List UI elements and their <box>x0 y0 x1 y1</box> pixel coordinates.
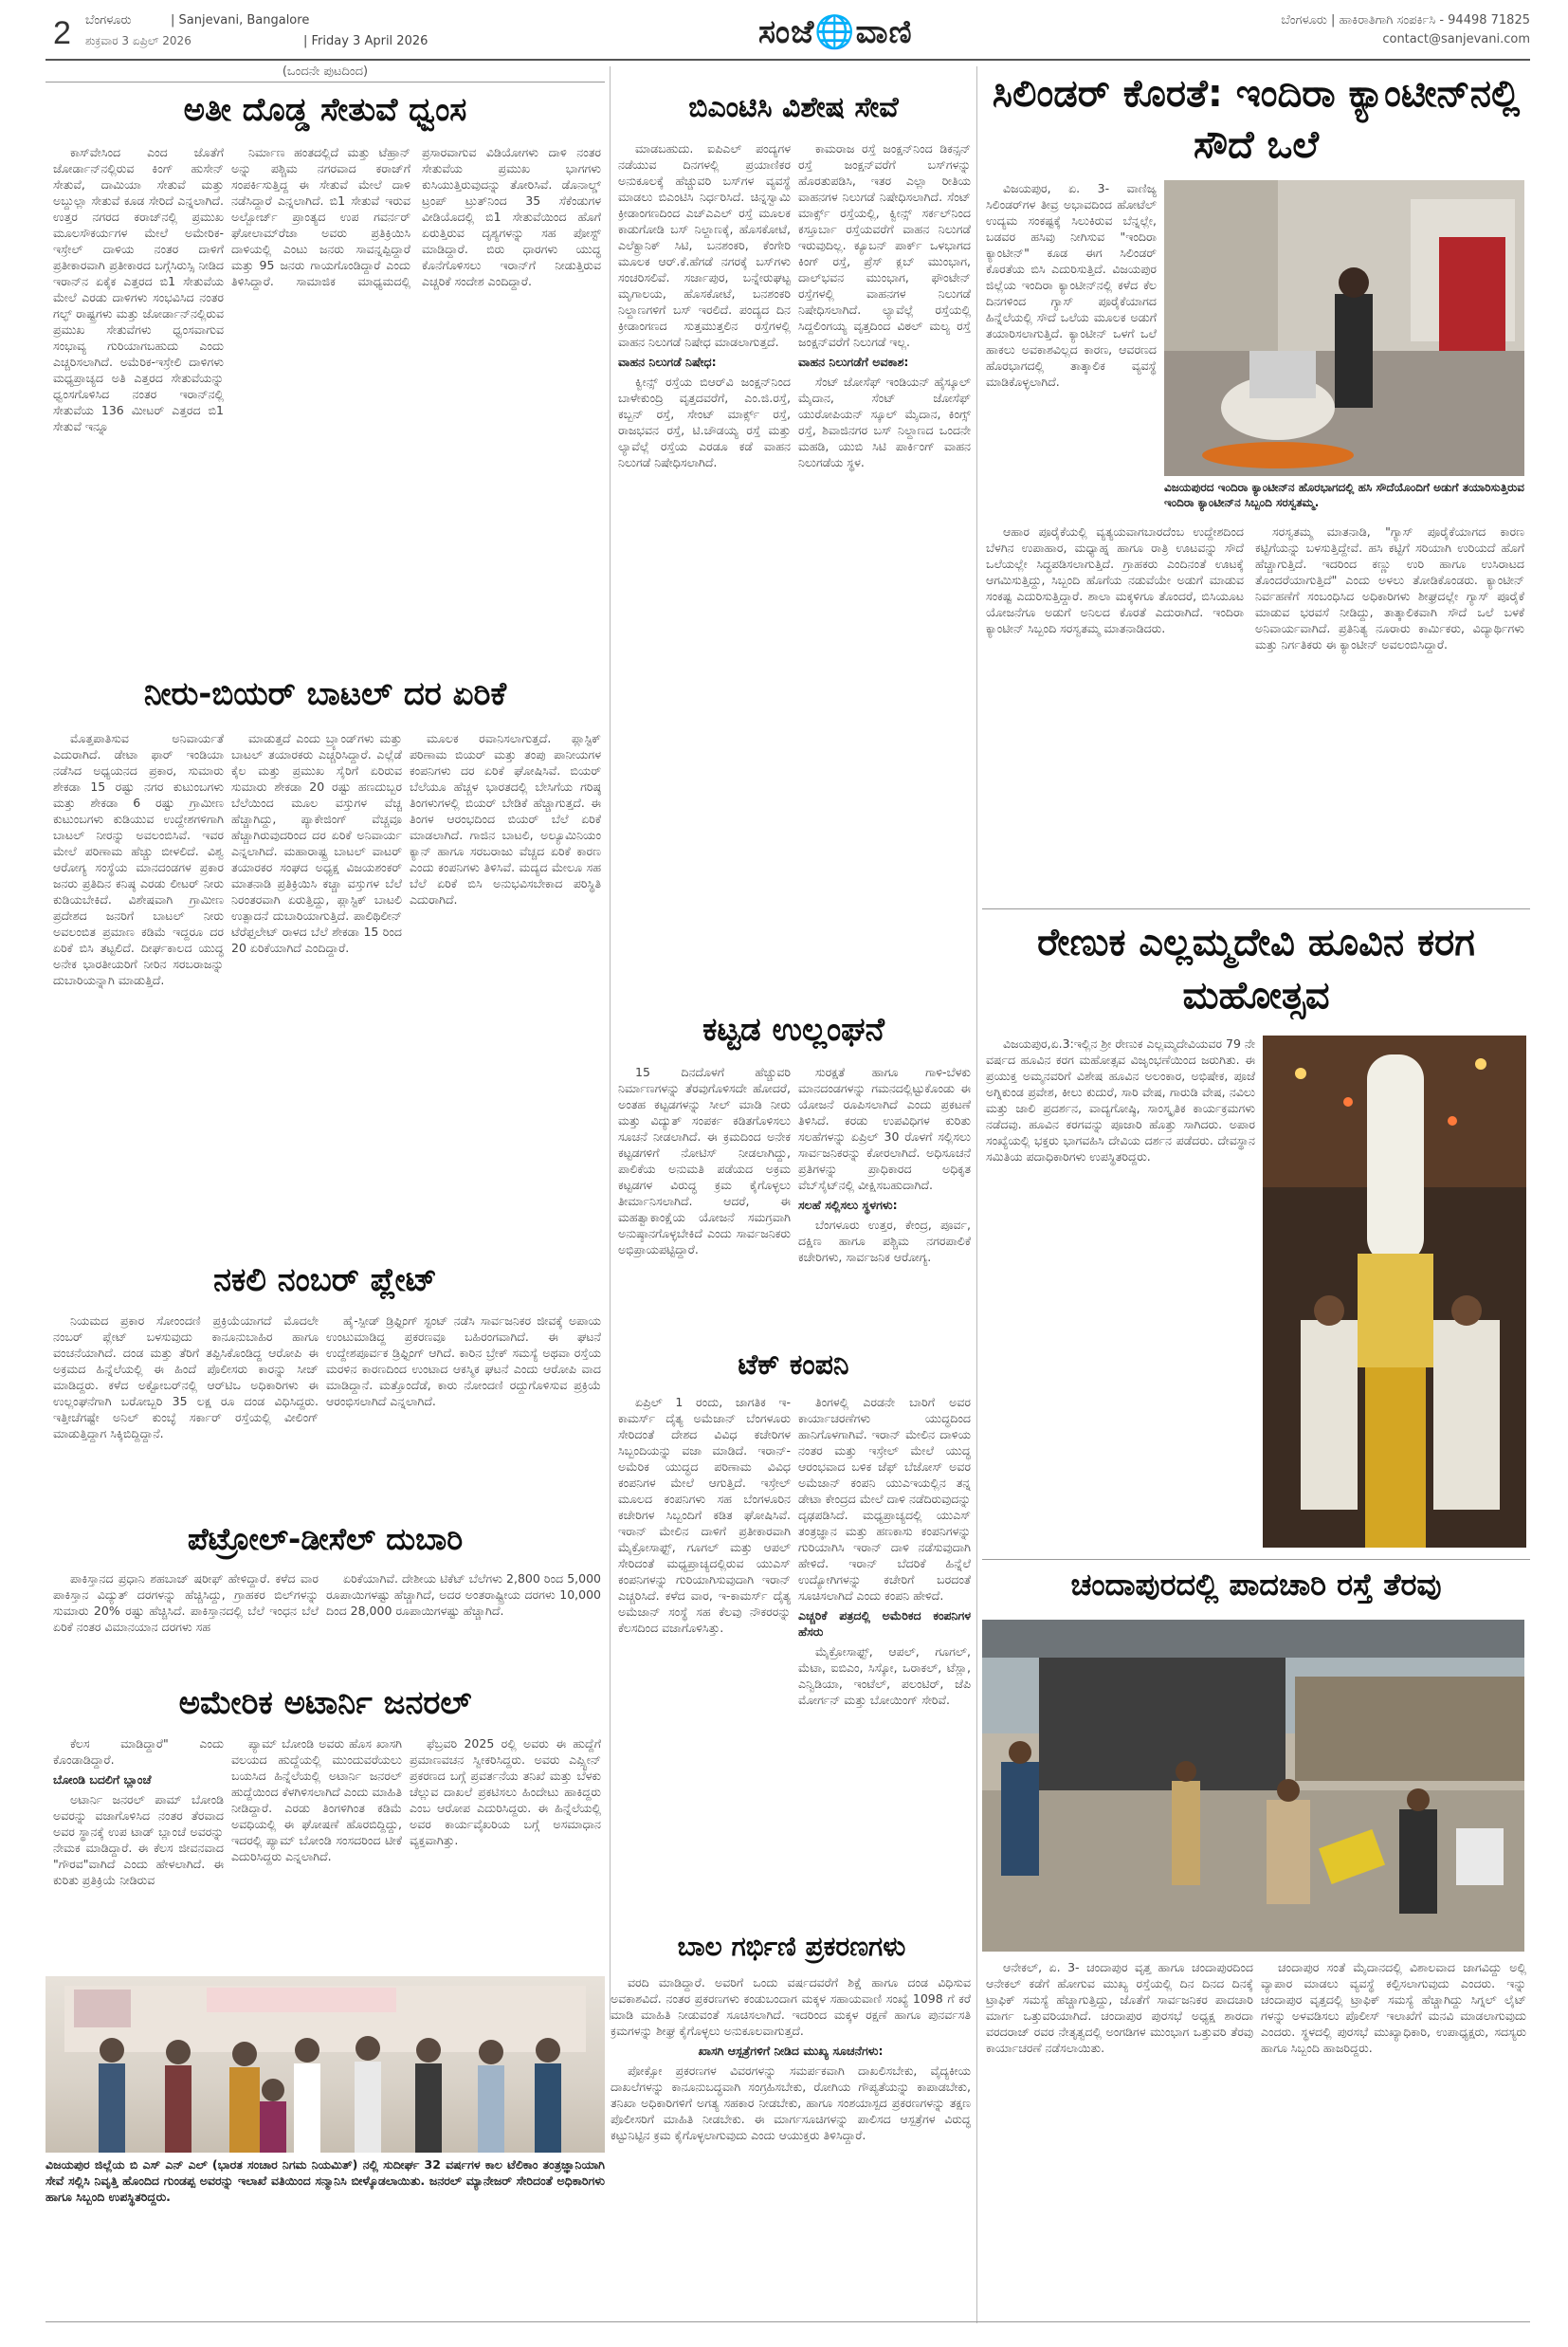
story-text: ಅಟಾರ್ನಿ ಜನರಲ್ ಪಾಮ್ ಬೋಂಡಿ ಅವರನ್ನು ವಜಾಗೊಳಿಸಿದ ನಂತರ ತೆರವಾದ ಅವರ ಸ್ಥಾನಕ್ಕೆ ಉಪ ಟಾಡ್ ಬ್ಲಾಂಚೆ ಅವರನ್ನು ನೇಮಕ ಮಾಡಿದ್ದಾರೆ. ಈ ಕೆಲಸ ಜೀವನವಾದ "ಗೌರವ"ವಾಗಿದೆ ಎಂದು ಹೇಳಲಾಗಿದೆ. ಈ ಕುರಿತು ಪ್ರತಿಕ್ರಿಯೆ ನೀಡಿರುವ <box>53 1792 224 1887</box>
story-petrol-col-a <box>53 1570 319 1680</box>
header-weekday: ಶುಕ್ರವಾರ 3 ಏಪ್ರಿಲ್ 2026 <box>85 34 191 47</box>
story-text: ಮೊತ್ತಪಾತಿಸುವ ಅನಿವಾರ್ಯತೆ ಎದುರಾಗಿದೆ. ಡೇಟಾ ಫಾರ್ ಇಂಡಿಯಾ ನಡೆಸಿದ ಅಧ್ಯಯನದ ಪ್ರಕಾರ, ಸುಮಾರು ಶೇಕಡಾ 15 ರಷ್ಟು ನಗರ ಕುಟುಂಬಗಳು ಮತ್ತು ಶೇಕಡಾ 6 ರಷ್ಟು ಗ್ರಾಮೀಣ ಕುಟುಂಬಗಳು ಕುಡಿಯುವ ಉದ್ದೇಶಗಳಿಗಾಗಿ ಬಾಟಲ್ ನೀರನ್ನು ಅವಲಂಬಿಸಿವೆ. ಇವರ ಮೇಲೆ ಪರಿಣಾಮ ಹೆಚ್ಚು ಬೀಳಲಿದೆ. ವಿಶ್ವ ಆರೋಗ್ಯ ಸಂಸ್ಥೆಯ ಮಾನದಂಡಗಳ ಪ್ರಕಾರ ಜನರು ಪ್ರತಿದಿನ ಕನಿಷ್ಠ ಎರಡು ಲೀಟರ್ ನೀರು ಕುಡಿಯಬೇಕಿದೆ. ವಿಶೇಷವಾಗಿ ಗ್ರಾಮೀಣ ಪ್ರದೇಶದ ಜನರಿಗೆ ಬಾಟಲ್ ನೀರು ಅವಲಂಬಿತ ಪ್ರಮಾಣ ಕಡಿಮೆ ಇದ್ದರೂ ದರ ಏರಿಕೆ ಬಿಸಿ ತಟ್ಟಲಿದೆ. ದೀರ್ಘಕಾಲದ ಯುದ್ಧ ಅನೇಕ ಭಾರತೀಯರಿಗೆ ನೀರಿನ ಸರಬರಾಜನ್ನು ದುಬಾರಿಯನ್ನಾಗಿ ಮಾಡುತ್ತಿದೆ. <box>53 731 224 987</box>
story-cylinder-col-a <box>986 180 1157 518</box>
story-bridge-col-b <box>231 144 601 565</box>
header-right-top: ಬೆಂಗಳೂರು | ಹಾಕಿರಾತಿಗಾಗಿ ಸಂಪರ್ಕಿಸಿ - 94498 71825 <box>1281 13 1530 28</box>
headline-attorney-general: ಅಮೇರಿಕ ಅಟಾರ್ನಿ ಜನರಲ್ <box>178 1684 472 1722</box>
story-subhead: ವಾಹನ ನಿಲುಗಡೆಗೆ ಅವಕಾಶ: <box>798 355 909 369</box>
footer-rule <box>46 2321 1530 2322</box>
headline-tech-company: ಟೆಕ್ ಕಂಪನಿ <box>738 1348 849 1382</box>
story-bmtc-col-a <box>618 140 791 1005</box>
header-date: | Friday 3 April 2026 <box>303 34 428 48</box>
headline-petrol-diesel: ಪೆಟ್ರೋಲ್-ಡೀಸೆಲ್ ದುಬಾರಿ <box>187 1521 464 1557</box>
story-cylinder-col-c <box>1255 523 1524 903</box>
story-text: 15 ದಿನದೊಳಗೆ ಹೆಚ್ಚುವರಿ ನಿರ್ಮಾಣಗಳನ್ನು ತೆರವುಗೊಳಿಸದೇ ಹೋದರೆ, ಅಂತಹ ಕಟ್ಟಡಗಳನ್ನು ಸೀಲ್ ಮಾಡಿ ನೀರು ಮತ್ತು ವಿದ್ಯುತ್ ಸಂಪರ್ಕ ಕಡಿತಗೊಳಿಸಲು ಸೂಚನೆ ನೀಡಲಾಗಿದೆ. ಈ ಕ್ರಮದಿಂದ ಅನೇಕ ಕಟ್ಟಡಗಳಿಗೆ ನೋಟಿಸ್ ನೀಡಲಾಗಿದ್ದು, ಪಾಲಿಕೆಯ ಅನುಮತಿ ಪಡೆಯದ ಅಕ್ರಮ ಕಟ್ಟಡಗಳ ವಿರುದ್ಧ ಕ್ರಮ ಕೈಗೊಳ್ಳಲು ತೀರ್ಮಾನಿಸಲಾಗಿದೆ. ಆದರೆ, ಈ ಮಹತ್ವಾಕಾಂಕ್ಷೆಯ ಯೋಜನೆ ಸಮಗ್ರವಾಗಿ ಅನುಷ್ಠಾನಗೊಳ್ಳಬೇಕಿದೆ ಎಂದು ಸಾರ್ವಜನಿಕರು ಅಭಿಪ್ರಾಯಪಟ್ಟಿದ್ದಾರೆ. <box>618 1065 791 1256</box>
story-tech-col-b <box>798 1394 971 1925</box>
column-divider <box>976 66 977 2323</box>
story-text: ಮಾಡುತ್ತದೆ ಎಂದು ಬ್ರ್ಯಾಂಡ್‌ಗಳು ಮತ್ತು ಬಾಟಲ್ ತಯಾರಕರು ಎಚ್ಚರಿಸಿದ್ದಾರೆ. ಎಲ್ಲೆಡೆ ಕೈಲ ಮತ್ತು ಪ್ರಮುಖ ಸೈರಿಗೆ ಏರಿರುವ ಸುಮಾರು ಶೇಕಡಾ 20 ರಷ್ಟು ಹಣದುಬ್ಬರ ಬೆಲೆಯಿಂದ ಮೂಲ ವಸ್ತುಗಳ ವೆಚ್ಚ ಹೆಚ್ಚಾಗಿದ್ದು, ಪ್ಯಾಕೇಜಿಂಗ್ ವೆಚ್ಚವೂ ಹೆಚ್ಚಾಗಿರುವುದರಿಂದ ದರ ಏರಿಕೆ ಅನಿವಾರ್ಯ ಎನ್ನಲಾಗಿದೆ. ಮಹಾರಾಷ್ಟ್ರ ಬಾಟಲ್ ವಾಟರ್ ತಯಾರಕರ ಸಂಘದ ಅಧ್ಯಕ್ಷ ವಿಜಯಶಂಕರ್ ಮಾತನಾಡಿ ಪ್ರತಿಕ್ರಿಯಿಸಿ ಕಚ್ಚಾ ವಸ್ತುಗಳ ಬೆಲೆ ನಿರಂತರವಾಗಿ ಏರುತ್ತಿದ್ದು, ಪ್ಲಾಸ್ಟಿಕ್ ಬಾಟಲಿ ಉತ್ಪಾದನೆ ದುಬಾರಿಯಾಗುತ್ತಿದೆ. ಪಾಲಿಥಿಲೀನ್ ಟೆರೆಫ್ತಲೇಟ್ ರಾಳದ ಬೆಲೆ ಶೇಕಡಾ 15 ರಿಂದ 20 ಏರಿಕೆಯಾಗಿದೆ ಎಂದಿದ್ದಾರೆ. <box>231 731 402 955</box>
story-bmtc-col-b <box>798 140 971 1005</box>
story-text: ನಿಯಮದ ಪ್ರಕಾರ ಸೋಂಂದಣಿ ಪ್ರಕ್ರಿಯೆಯಾಗದೆ ಮೊದಲೇ ನಂಬರ್ ಪ್ಲೇಟ್ ಬಳಸುವುದು ಕಾನೂನುಬಾಹಿರ ಹಾಗೂ ವಂಚನೆಯಾಗಿದೆ. ದಂಡ ಮತ್ತು ತೆರಿಗೆ ತಪ್ಪಿಸಿಕೊಂಡಿದ್ದ ಆರೋಪಿ ಈ ಅಕ್ರಮದ ಹಿನ್ನೆಲೆಯಲ್ಲಿ ಈ ಹಿಂದೆ ಪೊಲೀಸರು ಕಾರನ್ನು ಸೀಜ್ ಮಾಡಿದ್ದರು. ಕಳೆದ ಅಕ್ಟೋಬರ್‌ನಲ್ಲಿ ಆರ್‌ಟಿಒ ಅಧಿಕಾರಿಗಳು ಈ ಉಲ್ಲಂಘನೆಗಾಗಿ ಬರೋಬ್ಬರಿ 35 ಲಕ್ಷ ರೂ ದಂಡ ವಿಧಿಸಿದ್ದರು. ಇತ್ತೀಚೆಗಷ್ಟೇ ಅನಿಲ್ ಕುಂಬ್ಳೆ ಸರ್ಕಾರ್ ರಸ್ತೆಯಲ್ಲಿ ವೀಲಿಂಗ್ ಮಾಡುತ್ತಿದ್ದಾಗ ಸಿಕ್ಕಿಬಿದ್ದಿದ್ದಾನೆ. <box>53 1313 319 1440</box>
story-text: ಹೈ-ಸ್ಪೀಡ್ ಡ್ರಿಫ್ಟಿಂಗ್ ಸ್ಟಂಟ್ ನಡೆಸಿ ಸಾರ್ವಜನಿಕರ ಜೀವಕ್ಕೆ ಅಪಾಯ ಉಂಟುಮಾಡಿದ್ದ ಪ್ರಕರಣವೂ ಬಹಿರಂಗವಾಗಿದೆ. ಈ ಘಟನೆ ಉದ್ದೇಶಪೂರ್ವಕ ಡ್ರಿಫ್ಟಿಂಗ್ ಆಗಿದೆ. ಕಾರಿನ ಬ್ರೇಕ್ ಸಮಸ್ಯೆ ಅಥವಾ ರಸ್ತೆಯ ಮರಳಿನ ಕಾರಣದಿಂದ ಉಂಟಾದ ಆಕಸ್ಮಿಕ ಘಟನೆ ಎಂದು ಆರೋಪಿ ವಾದ ಮಾಡಿದ್ದಾನೆ. ಮತ್ತೊಂದೆಡೆ, ಕಾರು ನೋಂದಣಿ ರದ್ದುಗೊಳಿಸುವ ಪ್ರಕ್ರಿಯೆ ಆರಂಭಿಸಲಾಗಿದೆ ಎನ್ನಲಾಗಿದೆ. <box>326 1313 601 1408</box>
karaga-illustration <box>1263 1036 1526 1548</box>
story-text: ಕೆಲಸ ಮಾಡಿದ್ದಾರೆ" ಎಂದು ಕೊಂಡಾಡಿದ್ದಾರೆ. <box>53 1736 224 1767</box>
story-text: ತಿಂಗಳಲ್ಲಿ ಎರಡನೇ ಬಾರಿಗೆ ಅವರ ಕಾರ್ಯಾಚರಣೆಗಳು ಯುದ್ಧದಿಂದ ಹಾನಿಗೊಳಗಾಗಿವೆ. ಇರಾನ್ ಮೇಲಿನ ದಾಳಿಯ ನಂತರ ಮತ್ತು ಇಸ್ರೇಲ್ ಮೇಲೆ ಯುದ್ಧ ಆರಂಭವಾದ ಬಳಿಕ ಜೆಫ್ ಬೆಜೋಸ್ ಅವರ ಅಮೆಜಾನ್ ಕಂಪನಿ ಯುಎಇಯಲ್ಲಿನ ತನ್ನ ಡೇಟಾ ಕೇಂದ್ರದ ಮೇಲೆ ದಾಳಿ ನಡೆದಿರುವುದನ್ನು ದೃಢಪಡಿಸಿದೆ. ಮಧ್ಯಪ್ರಾಚ್ಯದಲ್ಲಿ ಯುಎಸ್ ತಂತ್ರಜ್ಞಾನ ಮತ್ತು ಹಣಕಾಸು ಕಂಪನಿಗಳನ್ನು ಗುರಿಯಾಗಿಸಿ ಇರಾನ್ ದಾಳಿ ನಡೆಸುವುದಾಗಿ ಹೇಳಿದೆ. ಇರಾನ್ ಬೆದರಿಕೆ ಹಿನ್ನೆಲೆ ಉದ್ಯೋಗಿಗಳನ್ನು ಕಚೇರಿಗೆ ಬರದಂತೆ ಸೂಚಿಸಲಾಗಿದೆ ಎಂದು ಕಂಪನಿ ಹೇಳಿದೆ. <box>798 1395 971 1603</box>
story-water-col-a <box>53 730 224 1257</box>
canteen-illustration <box>1164 180 1524 476</box>
page-number: 2 <box>53 15 71 51</box>
header-left <box>46 9 576 55</box>
header-right <box>1281 11 1530 49</box>
headline-water-beer: ನೀರು-ಬಿಯರ್ ಬಾಟಲ್ ದರ ಏರಿಕೆ <box>143 675 507 713</box>
story-text: ವಿಜಯಪುರ, ಏ. 3- ವಾಣಿಜ್ಯ ಸಿಲಿಂಡರ್‌ಗಳ ತೀವ್ರ ಅಭಾವದಿಂದ ಹೋಟೆಲ್ ಉದ್ಯಮ ಸಂಕಷ್ಟಕ್ಕೆ ಸಿಲುಕಿರುವ ಬೆನ್ನಲ್ಲೇ, ಬಡವರ ಹಸಿವು ನೀಗಿಸುವ "ಇಂದಿರಾ ಕ್ಯಾಂಟೀನ್" ಕೂಡ ಈಗ ಸಿಲಿಂಡರ್ ಕೊರತೆಯ ಬಿಸಿ ಎದುರಿಸುತ್ತಿದೆ. ವಿಜಯಪುರ ಜಿಲ್ಲೆಯ ಇಂದಿರಾ ಕ್ಯಾಂಟೀನ್‌ನಲ್ಲಿ ಕಳೆದ ಕೆಲ ದಿನಗಳಿಂದ ಗ್ಯಾಸ್ ಪೂರೈಕೆಯಾಗದ ಹಿನ್ನೆಲೆಯಲ್ಲಿ ಸೌದೆ ಒಲೆಯ ಮೂಲಕ ಅಡುಗೆ ತಯಾರಿಸಲಾಗುತ್ತಿದೆ. ಕ್ಯಾಂಟೀನ್ ಒಳಗೆ ಒಲೆ ಹಾಕಲು ಅವಕಾಶವಿಲ್ಲದ ಕಾರಣ, ಆವರಣದ ಹೊರಭಾಗದಲ್ಲಿ ತಾತ್ಕಾಲಿಕ ವ್ಯವಸ್ಥೆ ಮಾಡಿಕೊಳ್ಳಲಾಗಿದೆ. <box>986 181 1157 389</box>
header-city: ಬೆಂಗಳೂರು <box>85 13 132 28</box>
footpath-illustration <box>982 1620 1524 1952</box>
story-subhead: ಸಲಹೆ ಸಲ್ಲಿಸಲು ಸ್ಥಳಗಳು: <box>798 1198 898 1212</box>
header-rule <box>46 59 1530 61</box>
bsnl-felicitation-photo <box>46 1976 605 2153</box>
story-text: ಸುರಕ್ಷತೆ ಹಾಗೂ ಗಾಳಿ-ಬೆಳಕು ಮಾನದಂಡಗಳನ್ನು ಗಮನದಲ್ಲಿಟ್ಟುಕೊಂಡು ಈ ಯೋಜನೆ ರೂಪಿಸಲಾಗಿದೆ ಎಂದು ಪ್ರಕಟಣೆ ತಿಳಿಸಿದೆ. ಕರಡು ಉಪವಿಧಿಗಳ ಕುರಿತು ಸಲಹೆಗಳನ್ನು ಏಪ್ರಿಲ್ 30 ರೊಳಗೆ ಸಲ್ಲಿಸಲು ಸಾರ್ವಜನಿಕರನ್ನು ಕೋರಲಾಗಿದೆ. ಅಧಿಸೂಚನೆ ಪ್ರತಿಗಳನ್ನು ಪ್ರಾಧಿಕಾರದ ಅಧಿಕೃತ ವೆಬ್‌ಸೈಟ್‌ನಲ್ಲಿ ವೀಕ್ಷಿಸಬಹುದಾಗಿದೆ. <box>798 1065 971 1192</box>
story-text: ಪೋಕ್ಸೋ ಪ್ರಕರಣಗಳ ವಿವರಗಳನ್ನು ಸಮರ್ಪಕವಾಗಿ ದಾಖಲಿಸಬೇಕು, ವೈದ್ಯಕೀಯ ದಾಖಲೆಗಳನ್ನು ಕಾನೂನುಬದ್ಧವಾಗಿ ಸಂಗ್ರಹಿಸಬೇಕು, ರೋಗಿಯ ಗೌಪ್ಯತೆಯನ್ನು ಕಾಪಾಡಬೇಕು, ತನಿಖಾ ಅಧಿಕಾರಿಗಳಿಗೆ ಅಗತ್ಯ ಸಹಕಾರ ನೀಡಬೇಕು, ಹಾಗೂ ಸಂಶಯಾಸ್ಪದ ಪ್ರಕರಣಗಳನ್ನು ತಕ್ಷಣ ಪೊಲೀಸರಿಗೆ ಮಾಹಿತಿ ನೀಡಬೇಕು. ಈ ಮಾರ್ಗಸೂಚಿಗಳನ್ನು ಪಾಲಿಸದ ಆಸ್ಪತ್ರೆಗಳ ವಿರುದ್ಧ ಕಟ್ಟುನಿಟ್ಟಿನ ಕ್ರಮ ಕೈಗೊಳ್ಳಲಾಗುವುದು ಎಂದು ಆಯುಕ್ತರು ತಿಳಿಸಿದ್ದಾರೆ. <box>611 2063 971 2142</box>
story-cylinder-col-b <box>986 523 1244 903</box>
story-text: ಆಹಾರ ಪೂರೈಕೆಯಲ್ಲಿ ವ್ಯತ್ಯಯವಾಗಬಾರದೆಂಬ ಉದ್ದೇಶದಿಂದ ಬೆಳಗಿನ ಉಪಾಹಾರ, ಮಧ್ಯಾಹ್ನ ಹಾಗೂ ರಾತ್ರಿ ಊಟವನ್ನು ಸೌದೆ ಒಲೆಯಲ್ಲೇ ಸಿದ್ಧಪಡಿಸಲಾಗುತ್ತಿದೆ. ಗ್ರಾಹಕರು ಎಂದಿನಂತೆ ಊಟಕ್ಕೆ ಆಗಮಿಸುತ್ತಿದ್ದು, ಸಿಬ್ಬಂದಿ ಹೊಗೆಯ ನಡುವೆಯೇ ಅಡುಗೆ ಮಾಡುವ ಸಂಕಷ್ಟ ಎದುರಿಸುತ್ತಿದ್ದಾರೆ. ಶಾಲಾ ಮಕ್ಕಳಿಗೂ ತೊಂದರೆ, ಬಿಸಿಯೂಟ ಯೋಜನೆಗೂ ಅಡುಗೆ ಅನಿಲದ ಕೊರತೆ ಎದುರಾಗಿದೆ. ಇಂದಿರಾ ಕ್ಯಾಂಟೀನ್ ಸಿಬ್ಬಂದಿ ಸರಸ್ವತಮ್ಮ ಮಾತನಾಡಿದರು. <box>986 524 1244 635</box>
page-header <box>46 9 1530 55</box>
group-photo-illustration <box>46 1976 605 2153</box>
headline-building-violation: ಕಟ್ಟಡ ಉಲ್ಲಂಘನೆ <box>702 1011 884 1049</box>
story-text: ಬೆಂಗಳೂರು ಉತ್ತರ, ಕೇಂದ್ರ, ಪೂರ್ವ, ದಕ್ಷಿಣ ಹಾಗೂ ಪಶ್ಚಿಮ ನಗರಪಾಲಿಕೆ ಕಚೇರಿಗಳು, ಸಾರ್ವಜನಿಕ ಆರೋಗ್ಯ. <box>798 1218 971 1264</box>
bsnl-photo-caption: ವಿಜಯಪುರ ಜಿಲ್ಲೆಯ ಬಿ ಎಸ್ ಎನ್ ಎಲ್ (ಭಾರತ ಸಂಚಾರ ನಿಗಮ ನಿಯಮಿತ್) ನಲ್ಲಿ ಸುದೀರ್ಘ 32 ವರ್ಷಗಳ ಕಾಲ ಟೆಲಿಕಾಂ ತಂತ್ರಜ್ಞಾನಿಯಾಗಿ ಸೇವೆ ಸಲ್ಲಿಸಿ ನಿವೃತ್ತಿ ಹೊಂದಿದ ಗುಂಡಪ್ಪ ಅವರನ್ನು ಇಲಾಖೆ ವತಿಯಿಂದ ಸನ್ಮಾನಿಸಿ ಬೀಳ್ಕೊಡಲಾಯಿತು. ಜನರಲ್ ಮ್ಯಾನೇಜರ್ ಸೇರಿದಂತೆ ಅಧಿಕಾರಿಗಳು ಹಾಗೂ ಸಿಬ್ಬಂದಿ ಉಪಸ್ಥಿತರಿದ್ದರು. <box>46 2157 605 2204</box>
story-text: ಪ್ಯಾಮ್ ಬೋಂಡಿ ಅವರು ಹೊಸ ಖಾಸಗಿ ವಲಯದ ಹುದ್ದೆಯಲ್ಲಿ ಮುಂದುವರೆಯಲು ಬಯಸಿದ ಹಿನ್ನೆಲೆಯಲ್ಲಿ ಅಟಾರ್ನಿ ಜನರಲ್ ಹುದ್ದೆಯಿಂದ ಕೆಳಗಿಳಿಸಲಾಗಿದೆ ಎಂದು ಮಾಹಿತಿ ನೀಡಿದ್ದಾರೆ. ಎರಡು ತಿಂಗಳಿಗಿಂತ ಕಡಿಮೆ ಅವಧಿಯಲ್ಲಿ ಈ ಘೋಷಣೆ ಹೊರಬಿದ್ದಿದ್ದು, ಇದರಲ್ಲಿ ಪ್ಯಾಮ್ ಬೋಂಡಿ ಸಂಸದರಿಂದ ಟೀಕೆ ಎದುರಿಸಿದ್ದರು ಎನ್ನಲಾಗಿದೆ. <box>231 1736 402 1863</box>
canteen-photo-caption: ವಿಜಯಪುರದ ಇಂದಿರಾ ಕ್ಯಾಂಟೀನ್‌ನ ಹೊರಭಾಗದಲ್ಲಿ ಹಸಿ ಸೌದೆಯೊಂದಿಗೆ ಅಡುಗೆ ತಯಾರಿಸುತ್ತಿರುವ ಇಂದಿರಾ ಕ್ಯಾಂಟೀನ್‌ನ ಸಿಬ್ಬಂದಿ ಸರಸ್ವತಮ್ಮ. <box>1164 481 1524 509</box>
story-text: ಪಾಕಿಸ್ತಾನದ ಪ್ರಧಾನಿ ಶಹಬಾಜ್ ಷರೀಫ್ ಹೇಳಿದ್ದಾರೆ. ಕಳೆದ ವಾರ ಪಾಕಿಸ್ತಾನ ವಿದ್ಯುತ್ ದರಗಳನ್ನು ಹೆಚ್ಚಿಸಿದ್ದು, ಗ್ರಾಹಕರ ಬಿಲ್‌ಗಳನ್ನು ಸುಮಾರು 20% ರಷ್ಟು ಹೆಚ್ಚಿಸಿದೆ. ಪಾಕಿಸ್ತಾನದಲ್ಲಿ ಬೆಲೆ ಇಂಧನ ಬೆಲೆ ಏರಿಕೆ ನಂತರ ವಿಮಾನಯಾನ ದರಗಳು ಸಹ <box>53 1571 319 1634</box>
story-plate-col-a <box>53 1312 319 1515</box>
story-tech-col-a <box>618 1394 791 1925</box>
footpath-clearance-photo <box>982 1620 1524 1952</box>
story-footpath-col-b <box>1261 1959 1526 2282</box>
headline-child-pregnancy: ಬಾಲ ಗರ್ಭಿಣಿ ಪ್ರಕರಣಗಳು <box>677 1931 906 1962</box>
story-text: ಸರಸ್ವತಮ್ಮ ಮಾತನಾಡಿ, "ಗ್ಯಾಸ್ ಪೂರೈಕೆಯಾಗದ ಕಾರಣ ಕಟ್ಟಿಗೆಯನ್ನು ಬಳಸುತ್ತಿದ್ದೇವೆ. ಹಸಿ ಕಟ್ಟಿಗೆ ಸರಿಯಾಗಿ ಉರಿಯದೆ ಹೊಗೆ ಹೆಚ್ಚಾಗುತ್ತಿದೆ. ಇದರಿಂದ ಕಣ್ಣು ಉರಿ ಹಾಗೂ ಉಸಿರಾಟದ ತೊಂದರೆಯಾಗುತ್ತಿದೆ" ಎಂದು ಅಳಲು ತೋಡಿಕೊಂಡರು. ಕ್ಯಾಂಟೀನ್ ನಿರ್ವಹಣೆಗೆ ಸಂಬಂಧಿಸಿದ ಅಧಿಕಾರಿಗಳು ಶೀಘ್ರದಲ್ಲೇ ಗ್ಯಾಸ್ ಪೂರೈಕೆ ಮಾಡುವ ಭರವಸೆ ನೀಡಿದ್ದು, ತಾತ್ಕಾಲಿಕವಾಗಿ ಸೌದೆ ಒಲೆ ಬಳಕೆ ಅನಿವಾರ್ಯವಾಗಿದೆ. ಪ್ರತಿನಿತ್ಯ ನೂರಾರು ಕಾರ್ಮಿಕರು, ವಿದ್ಯಾರ್ಥಿಗಳು ಮತ್ತು ನಿರ್ಗತಿಕರು ಈ ಕ್ಯಾಂಟೀನ್ ಅವಲಂಬಿಸಿದ್ದಾರೆ. <box>1255 524 1524 651</box>
story-text: ಮಾಡಬಹುದು. ಐಪಿಎಲ್ ಪಂದ್ಯಗಳ ನಡೆಯುವ ದಿನಗಳಲ್ಲಿ ಪ್ರಯಾಣಿಕರ ಅನುಕೂಲಕ್ಕೆ ಹೆಚ್ಚುವರಿ ಬಸ್‌ಗಳ ವ್ಯವಸ್ಥೆ ಮಾಡಲು ಬಿಎಂಟಿಸಿ ನಿರ್ಧರಿಸಿದೆ. ಚಿನ್ನಸ್ವಾಮಿ ಕ್ರೀಡಾಂಗಣದಿಂದ ಎಚ್‌ಎಎಲ್ ರಸ್ತೆ ಮೂಲಕ ಕಾಡುಗೋಡಿ ಬಸ್ ನಿಲ್ದಾಣಕ್ಕೆ, ಹೊಸಕೋಟೆ, ಎಲೆಕ್ಟ್ರಾನಿಕ್ ಸಿಟಿ, ಬನಶಂಕರಿ, ಕೆಂಗೇರಿ ಮೂಲಕ ಆರ್.ಕೆ.ಹೆಗಡೆ ನಗರಕ್ಕೆ ಬಸ್‌ಗಳು ಸಂಚರಿಸಲಿವೆ. ಸರ್ಜಾಪುರ, ಬನ್ನೇರುಘಟ್ಟ ಮೃಗಾಲಯ, ಹೊಸಕೋಟೆ, ಬನಶಂಕರಿ ನಿಲ್ದಾಣಗಳಿಗೆ ಬಸ್ ಇರಲಿದೆ. ಪಂದ್ಯದ ದಿನ ಕ್ರೀಡಾಂಗಣದ ಸುತ್ತಮುತ್ತಲಿನ ರಸ್ತೆಗಳಲ್ಲಿ ವಾಹನ ನಿಲುಗಡೆ ನಿಷೇಧ ಮಾಡಲಾಗುತ್ತದೆ. <box>618 141 791 349</box>
story-footpath-col-a <box>986 1959 1253 2282</box>
story-text: ಮೂಲಕ ರವಾನಿಸಲಾಗುತ್ತದೆ. ಪ್ಲಾಸ್ಟಿಕ್ ಪರಿಣಾಮ ಬಿಯರ್ ಮತ್ತು ತಂಪು ಪಾನೀಯಗಳ ಕಂಪನಿಗಳು ದರ ಏರಿಕೆ ಘೋಷಿಸಿವೆ. ಬಿಯರ್ ಬೆಲೆಯೂ ಹೆಚ್ಚಳ ಭಾರತದಲ್ಲಿ ಬೇಸಿಗೆಯ ಗರಿಷ್ಠ ತಿಂಗಳುಗಳಲ್ಲಿ ಬಿಯರ್ ಬೇಡಿಕೆ ಹೆಚ್ಚಾಗುತ್ತದೆ. ಈ ತಿಂಗಳ ಆರಂಭದಿಂದ ಬಿಯರ್ ಬೆಲೆ ಏರಿಕೆ ಮಾಡಲಾಗಿದೆ. ಗಾಜಿನ ಬಾಟಲಿ, ಅಲ್ಯೂಮಿನಿಯಂ ಕ್ಯಾನ್ ಹಾಗೂ ಸರಬರಾಜು ವೆಚ್ಚದ ಏರಿಕೆ ಕಾರಣ ಎಂದು ಕಂಪನಿಗಳು ತಿಳಿಸಿವೆ. ಮದ್ಯದ ಮೇಲೂ ಸಹ ಬೆಲೆ ಏರಿಕೆ ಬಿಸಿ ಅನುಭವಿಸಬೇಕಾದ ಪರಿಸ್ಥಿತಿ ಎದುರಾಗಿದೆ. <box>410 731 601 907</box>
story-building-col-a <box>618 1064 791 1348</box>
story-text: ಸೆಂಟ್ ಜೋಸೆಫ್ ಇಂಡಿಯನ್ ಹೈಸ್ಕೂಲ್ ಮೈದಾನ, ಸೆಂಟ್ ಜೋಸೆಫ್ ಯುರೋಪಿಯನ್ ಸ್ಕೂಲ್ ಮೈದಾನ, ಕಿಂಗ್ಸ್ ರಸ್ತೆ, ಶಿವಾಜಿನಗರ ಬಸ್ ನಿಲ್ದಾಣದ ಒಂದನೇ ಮಹಡಿ, ಯುಬಿ ಸಿಟಿ ಪಾರ್ಕಿಂಗ್ ವಾಹನ ನಿಲುಗಡೆಯ ಸ್ಥಳ. <box>798 375 971 469</box>
headline-cylinder-shortage: ಸಿಲಿಂಡರ್ ಕೊರತೆ: ಇಂದಿರಾ ಕ್ಯಾಂಟೀನ್‌ನಲ್ಲಿ ಸೌದೆ ಒಲೆ <box>992 72 1521 167</box>
story-ag-col-b <box>231 1735 402 1965</box>
headline-karaga-festival: ರೇಣುಕ ಎಲ್ಲಮ್ಮದೇವಿ ಹೂವಿನ ಕರಗ ಮಹೋತ್ಸವ <box>1037 921 1475 1018</box>
story-text: ಕಾಮರಾಜ ರಸ್ತೆ ಜಂಕ್ಷನ್‌ನಿಂದ ಡಿಕನ್ಸನ್ ರಸ್ತೆ ಜಂಕ್ಷನ್‌ವರೆಗೆ ಬಸ್‌ಗಳನ್ನು ಹೊರತುಪಡಿಸಿ, ಇತರ ಎಲ್ಲಾ ರೀತಿಯ ವಾಹನಗಳ ನಿಲುಗಡೆ ನಿಷೇಧಿಸಲಾಗಿದೆ. ಸೆಂಟ್ ಮಾರ್ಕ್ಸ್ ರಸ್ತೆಯಲ್ಲಿ, ಕ್ವೀನ್ಸ್ ಸರ್ಕಲ್‌ನಿಂದ ಕಸ್ತೂರ್ಬಾ ರಸ್ತೆಯವರೆಗೆ ವಾಹನ ನಿಲುಗಡೆ ಇರುವುದಿಲ್ಲ. ಕ್ಯೂಬನ್ ಪಾರ್ಕ್ ಒಳಭಾಗದ ಕಿಂಗ್ ರಸ್ತೆ, ಪ್ರೆಸ್ ಕ್ಲಬ್ ಮುಂಭಾಗ, ದಾಲ್‌ಭವನ ಮುಂಭಾಗ, ಫೌಂಟೇನ್ ರಸ್ತೆಗಳಲ್ಲಿ ವಾಹನಗಳ ನಿಲುಗಡೆ ನಿಷೇಧಿಸಲಾಗಿದೆ. ಲ್ಯಾವೆಲ್ಲೆ ರಸ್ತೆಯಲ್ಲಿ ಸಿದ್ದಲಿಂಗಯ್ಯ ವೃತ್ತದಿಂದ ವಿಠಲ್ ಮಲ್ಯ ರಸ್ತೆ ಜಂಕ್ಷನ್‌ವರೆಗೆ ನಿಲುಗಡೆ ಇಲ್ಲ. <box>798 141 971 349</box>
story-text: ವರದಿ ಮಾಡಿದ್ದಾರೆ. ಅವರಿಗೆ ಒಂದು ವರ್ಷದವರೆಗೆ ಶಿಕ್ಷೆ ಹಾಗೂ ದಂಡ ವಿಧಿಸುವ ಅವಕಾಶವಿದೆ. ನಂತರ ಪ್ರಕರಣಗಳು ಕಂಡುಬಂದಾಗ ಮಕ್ಕಳ ಸಹಾಯವಾಣಿ ಸಂಖ್ಯೆ 1098 ಗೆ ಕರೆ ಮಾಡಿ ಮಾಹಿತಿ ನೀಡುವಂತೆ ಸೂಚಿಸಲಾಗಿದೆ. ಇದರಿಂದ ಮಕ್ಕಳ ರಕ್ಷಣೆ ಹಾಗೂ ಪುನರ್ವಸತಿ ಕ್ರಮಗಳನ್ನು ಶೀಘ್ರ ಕೈಗೊಳ್ಳಲು ಅನುಕೂಲವಾಗುತ್ತದೆ. <box>611 1975 971 2038</box>
story-subhead: ಬೋಂಡಿ ಬದಲಿಗೆ ಬ್ಲಾಂಚೆ <box>53 1772 152 1787</box>
story-text: ನಿರ್ಮಾಣ ಹಂತದಲ್ಲಿದೆ ಮತ್ತು ಟೆಹ್ರಾನ್ ಅನ್ನು ಪಶ್ಚಿಮ ನಗರವಾದ ಕರಾಜ್‌ಗೆ ಸಂಪರ್ಕಿಸುತ್ತಿದ್ದ ಈ ಸೇತುವೆ ಮೇಲೆ ದಾಳಿ ನಡೆಸಿದ್ದಾರೆ ಎನ್ನಲಾಗಿದೆ. ಬಿ1 ಸೇತುವೆ ಇರುವ ಅಲ್ಬೋರ್ಜ್ ಪ್ರಾಂತ್ಯದ ಉಪ ಗವರ್ನರ್ ಘೋಲಾಮ್‌ರೆಜಾ ಅವರು ಪ್ರತಿಕ್ರಿಯಿಸಿ ದಾಳಿಯಲ್ಲಿ ಎಂಟು ಜನರು ಸಾವನ್ನಪ್ಪಿದ್ದಾರೆ ಮತ್ತು 95 ಜನರು ಗಾಯಗೊಂಡಿದ್ದಾರೆ ಎಂದು ತಿಳಿಸಿದ್ದಾರೆ. ಸಾಮಾಜಿಕ ಮಾಧ್ಯಮದಲ್ಲಿ ಪ್ರಸಾರವಾಗುವ ವಿಡಿಯೋಗಳು ದಾಳಿ ನಂತರ ಸೇತುವೆಯ ಪ್ರಮುಖ ಭಾಗಗಳು ಕುಸಿಯುತ್ತಿರುವುದನ್ನು ತೋರಿಸಿವೆ. ಡೊನಾಲ್ಡ್ ಟ್ರಂಪ್ ಟ್ರುತ್‌ನಿಂದ 35 ಸೆಕೆಂಡುಗಳ ವೀಡಿಯೊದಲ್ಲಿ ಬಿ1 ಸೇತುವೆಯಿಂದ ಹೊಗೆ ಏರುತ್ತಿರುವ ದೃಶ್ಯಗಳನ್ನು ಸಹ ಪೋಸ್ಟ್ ಮಾಡಿದ್ದಾರೆ. ಬಿರು ಧಾರಗಳು ಯುದ್ಧ ಕೊನೆಗೊಳಿಸಲು ಇರಾನ್‌ಗೆ ನೀಡುತ್ತಿರುವ ಎಚ್ಚರಿಕೆ ಸಂದೇಶ ಎಂದಿದ್ದಾರೆ. <box>231 145 601 288</box>
headline-bmtc-service: ಬಿಎಂಟಿಸಿ ವಿಶೇಷ ಸೇವೆ <box>688 91 899 124</box>
story-building-col-b <box>798 1064 971 1348</box>
story-text: ಚಂದಾಪುರ ಸಂತೆ ಮೈದಾನದಲ್ಲಿ ವಿಶಾಲವಾದ ಜಾಗವಿದ್ದು ಅಲ್ಲಿ ವ್ಯಾಪಾರ ಮಾಡಲು ವ್ಯವಸ್ಥೆ ಕಲ್ಪಿಸಲಾಗುವುದು ಎಂದರು. ಇನ್ನು ಚಂದಾಪುರ ವೃತ್ತದಲ್ಲಿ ಟ್ರಾಫಿಕ್ ಸಮಸ್ಯೆ ಹೆಚ್ಚಾಗಿದ್ದು ಸಿಗ್ನಲ್ ಲೈಟ್ ಗಳನ್ನು ಅಳವಡಿಸಲು ಪೊಲೀಸ್ ಇಲಾಖೆಗೆ ಮನವಿ ಮಾಡಲಾಗುವುದು ಎಂದರು. ಸ್ಥಳದಲ್ಲಿ ಪುರಸಭೆ ಮುಖ್ಯಾಧಿಕಾರಿ, ಉಪಾಧ್ಯಕ್ಷರು, ಸದಸ್ಯರು ಹಾಗೂ ಸಿಬ್ಬಂದಿ ಹಾಜರಿದ್ದರು. <box>1261 1960 1526 2055</box>
story-subhead: ಎಚ್ಚರಿಕೆ ಪತ್ರದಲ್ಲಿ ಅಮೆರಿಕದ ಕಂಪನಿಗಳ ಹೆಸರು <box>798 1608 971 1639</box>
column-divider <box>610 66 611 2020</box>
story-text: ಫೆಬ್ರವರಿ 2025 ರಲ್ಲಿ ಅವರು ಈ ಹುದ್ದೆಗೆ ಪ್ರಮಾಣವಚನ ಸ್ವೀಕರಿಸಿದ್ದರು. ಅವರು ಎಪ್ಸ್ಟೀನ್ ಪ್ರಕರಣದ ಬಗ್ಗೆ ಪ್ರವರ್ತನೆಯ ತನಿಖೆ ಮತ್ತು ಬೆಳಕು ಚೆಲ್ಲುವ ದಾಖಲೆ ಪ್ರಕಟಿಸಲು ಹಿಂದೇಟು ಹಾಕಿದ್ದರು ಎಂಬ ಆರೋಪ ಎದುರಿಸಿದ್ದರು. ಈ ಹಿನ್ನೆಲೆಯಲ್ಲಿ ಅವರ ಕಾರ್ಯವೈಖರಿಯ ಬಗ್ಗೆ ಅಸಮಾಧಾನ ವ್ಯಕ್ತವಾಗಿತ್ತು. <box>410 1736 601 1847</box>
story-petrol-col-b <box>326 1570 601 1680</box>
story-text: ಏಪ್ರಿಲ್ 1 ರಂದು, ಜಾಗತಿಕ ಇ-ಕಾಮರ್ಸ್ ದೈತ್ಯ ಅಮೆಜಾನ್ ಬೆಂಗಳೂರು ಸೇರಿದಂತೆ ದೇಶದ ವಿವಿಧ ಕಚೇರಿಗಳ ಸಿಬ್ಬಂದಿಯನ್ನು ವಜಾ ಮಾಡಿದೆ. ಇರಾನ್-ಅಮೆರಿಕ ಯುದ್ಧದ ಪರಿಣಾಮ ವಿವಿಧ ಕಂಪನಿಗಳ ಮೇಲೆ ಆಗುತ್ತಿದೆ. ಇಸ್ರೇಲ್ ಮೂಲದ ಕಂಪನಿಗಳು ಸಹ ಬೆಂಗಳೂರಿನ ಕಚೇರಿಗಳ ಸಿಬ್ಬಂದಿಗೆ ಕಡಿತ ಘೋಷಿಸಿವೆ. ಇರಾನ್ ಮೇಲಿನ ದಾಳಿಗೆ ಪ್ರತೀಕಾರವಾಗಿ ಮೈಕ್ರೋಸಾಫ್ಟ್, ಗೂಗಲ್ ಮತ್ತು ಆಪಲ್ ಸೇರಿದಂತೆ ಮಧ್ಯಪ್ರಾಚ್ಯದಲ್ಲಿರುವ ಯುಎಸ್ ಕಂಪನಿಗಳನ್ನು ಗುರಿಯಾಗಿಸುವುದಾಗಿ ಇರಾನ್ ಎಚ್ಚರಿಸಿದೆ. ಕಳೆದ ವಾರ, ಇ-ಕಾಮರ್ಸ್ ದೈತ್ಯ ಅಮೆಜಾನ್ ಸಂಸ್ಥೆ ಸಹ ಕೆಲವು ನೌಕರರನ್ನು ಕೆಲಸದಿಂದ ವಜಾಗೊಳಿಸಿತ್ತು. <box>618 1395 791 1635</box>
headline-chandapura-footpath: ಚಂದಾಪುರದಲ್ಲಿ ಪಾದಚಾರಿ ರಸ್ತೆ ತೆರವು <box>1070 1567 1442 1603</box>
story-bridge-col-a <box>53 144 224 565</box>
story-water-col-c <box>410 730 601 1257</box>
header-edition: | Sanjevani, Bangalore <box>171 13 310 28</box>
masthead-logo: ಸಂಜೆ🌐ವಾಣಿ <box>758 13 913 51</box>
story-text: ಏರಿಕೆಯಾಗಿವೆ. ದೇಶೀಯ ಟಿಕೆಟ್ ಬೆಲೆಗಳು 2,800 ರಿಂದ 5,000 ರೂಪಾಯಿಗಳಷ್ಟು ಹೆಚ್ಚಾಗಿದೆ, ಅದರ ಅಂತರಾಷ್ಟ್ರೀಯ ದರಗಳು 10,000 ದಿಂದ 28,000 ರೂಪಾಯಿಗಳಷ್ಟು ಹೆಚ್ಚಾಗಿದೆ. <box>326 1571 601 1618</box>
canteen-cooking-photo <box>1164 180 1524 476</box>
story-text: ಆನೇಕಲ್, ಏ. 3- ಚಂದಾಪುರ ವೃತ್ತ ಹಾಗೂ ಚಂದಾಪುರದಿಂದ ಆನೇಕಲ್ ಕಡೆಗೆ ಹೋಗುವ ಮುಖ್ಯ ರಸ್ತೆಯಲ್ಲಿ ದಿನ ದಿನದ ದಿನಕ್ಕೆ ಟ್ರಾಫಿಕ್ ಸಮಸ್ಯೆ ಹೆಚ್ಚಾಗುತ್ತಿದ್ದು, ಜೊತೆಗೆ ಸಾರ್ವಜನಿಕರ ಪಾದಚಾರಿ ಮಾರ್ಗ ಒತ್ತುವರಿಯಾಗಿದೆ. ಚಂದಾಪುರ ಪುರಸಭೆ ಅಧ್ಯಕ್ಷ ಶಾರದಾ ವರದರಾಜ್ ರವರ ನೇತೃತ್ವದಲ್ಲಿ ಅಂಗಡಿಗಳ ಮುಂಭಾಗ ಒತ್ತುವರಿ ತೆರವು ಕಾರ್ಯಾಚರಣೆ ನಡೆಸಲಾಯಿತು. <box>986 1960 1253 2055</box>
story-plate-col-b <box>326 1312 601 1515</box>
story-subhead: ಖಾಸಗಿ ಆಸ್ಪತ್ರೆಗಳಿಗೆ ನೀಡಿದ ಮುಖ್ಯ ಸೂಚನೆಗಳು: <box>698 2044 884 2058</box>
story-ag-col-a <box>53 1735 224 1965</box>
story-text: ಕಾಸ್‌ವೇಸಿಂದ ಎಂದ ಜೊತೆಗೆ ಜೋರ್ಡಾನ್‌ನಲ್ಲಿರುವ ಕಿಂಗ್ ಹುಸೇನ್ ಸೇತುವೆ, ದಾಮಿಯಾ ಸೇತುವೆ ಮತ್ತು ಅಬ್ದುಲ್ಲಾ ಸೇತುವೆ ಕೂಡ ಸೇರಿದೆ ಎನ್ನಲಾಗಿದೆ. ಉತ್ತರ ನಗರದ ಕರಾಜ್‌ನಲ್ಲಿ ಪ್ರಮುಖ ಮೂಲಸೌಕರ್ಯಗಳ ಮೇಲೆ ಅಮೇರಿಕ-ಇಸ್ರೇಲ್ ದಾಳಿಯ ನಂತರ ದಾಳಿಗೆ ಪ್ರತೀಕಾರವಾಗಿ ಪ್ರತೀಕಾರದ ಬಗ್ಗೆಸಿರುಸ್ಸಿ ನೀಡಿದ ಇರಾನ್‌ನ ಏಕೈಕ ಎತ್ತರದ ಬಿ1 ಸೇತುವೆಯ ಮೇಲೆ ಎರಡು ದಾಳಿಗಳು ಸಂಭವಿಸಿದ ನಂತರ ಗಲ್ಫ್ ರಾಷ್ಟ್ರಗಳು ಮತ್ತು ಜೋರ್ಡಾನ್‌ನಲ್ಲಿರುವ ಪ್ರಮುಖ ಸೇತುವೆಗಳು ಧ್ವಂಸವಾಗುವ ಸಂಭಾವ್ಯ ಗುರಿಯಾಗಬಹುದು ಎಂದು ಎಚ್ಚರಿಸಲಾಗಿದೆ. ಅಮೆರಿಕ-ಇಸ್ರೇಲಿ ದಾಳಿಗಳು ಮಧ್ಯಪ್ರಾಚ್ಯದ ಅತಿ ಎತ್ತರದ ಸೇತುವೆಯನ್ನು ಧ್ವಂಸಗೊಳಿಸಿದ ನಂತರ ಇರಾನ್‌ನಲ್ಲಿ ಸೇತುವೆಯ 136 ಮೀಟರ್ ಎತ್ತರದ ಬಿ1 ಸೇತುವೆ ಇನ್ನೂ <box>53 145 224 433</box>
section-rule <box>982 908 1530 909</box>
story-text: ಕ್ವೀನ್ಸ್ ರಸ್ತೆಯ ಬಿಆರ್‌ವಿ ಜಂಕ್ಷನ್‌ನಿಂದ ಬಾಳೇಕುಂದ್ರಿ ವೃತ್ತದವರೆಗೆ, ಎಂ.ಜಿ.ರಸ್ತೆ, ಕಬ್ಬನ್ ರಸ್ತೆ, ಸೇಂಟ್ ಮಾರ್ಕ್ಸ್ ರಸ್ತೆ, ರಾಜಭವನ ರಸ್ತೆ, ಟಿ.ಚೌಡಯ್ಯ ರಸ್ತೆ ಮತ್ತು ಲ್ಯಾವೆಲ್ಲೆ ರಸ್ತೆಯ ಎರಡೂ ಕಡೆ ವಾಹನ ನಿಲುಗಡೆ ನಿಷೇಧಿಸಲಾಗಿದೆ. <box>618 375 791 469</box>
contact-email[interactable]: contact@sanjevani.com <box>1382 32 1530 46</box>
story-karaga <box>986 1036 1255 1548</box>
story-subhead: ವಾಹನ ನಿಲುಗಡೆ ನಿಷೇಧ: <box>618 355 717 369</box>
section-rule <box>982 1559 1530 1560</box>
story-child-pregnancy <box>611 1974 971 2278</box>
headline-bridge: ಅತೀ ದೊಡ್ಡ ಸೇತುವೆ ಧ್ವಂಸ <box>183 91 467 129</box>
headline-number-plate: ನಕಲಿ ನಂಬರ್ ಪ್ಲೇಟ್ <box>213 1261 437 1299</box>
strap-rule <box>46 82 605 83</box>
story-text: ವಿಜಯಪುರ,ಏ.3:ಇಲ್ಲಿನ ಶ್ರೀ ರೇಣುಕ ಎಲ್ಲಮ್ಮದೇವಿಯವರ 79 ನೇ ವರ್ಷದ ಹೂವಿನ ಕರಗ ಮಹೋತ್ಸವ ವಿಜೃಂಭಣೆಯಿಂದ ಜರುಗಿತು. ಈ ಪ್ರಯುಕ್ತ ಅಮ್ಮನವರಿಗೆ ವಿಶೇಷ ಹೂವಿನ ಅಲಂಕಾರ, ಅಭಿಷೇಕ, ಪೂಜೆ ಅಗ್ನಿಕುಂಡ ಪ್ರವೇಶ, ಕೀಲು ಕುದುರೆ, ಸಾರಿ ವೇಷ, ಗಾರುಡಿ ವೇಷ, ನವಿಲು ಮತ್ತು ಜಾಲಿ ಪ್ರದರ್ಶನ, ವಾದ್ಯಗೋಷ್ಠಿ, ಸಾಂಸ್ಕೃತಿಕ ಕಾರ್ಯಕ್ರಮಗಳು ನಡೆದವು. ಹೂವಿನ ಕರಗವನ್ನು ಪೂಜಾರಿ ಹೊತ್ತು ಸಾಗಿದರು. ಅಪಾರ ಸಂಖ್ಯೆಯಲ್ಲಿ ಭಕ್ತರು ಭಾಗವಹಿಸಿ ದೇವಿಯ ದರ್ಶನ ಪಡೆದರು. ದೇವಸ್ಥಾನ ಸಮಿತಿಯ ಪದಾಧಿಕಾರಿಗಳು ಉಪಸ್ಥಿತರಿದ್ದರು. <box>986 1036 1255 1164</box>
story-ag-col-c <box>410 1735 601 1965</box>
story-water-col-b <box>231 730 402 1257</box>
continued-strap: (ಒಂದನೇ ಪುಟದಿಂದ) <box>282 64 369 79</box>
story-text: ಮೈಕ್ರೋಸಾಫ್ಟ್, ಆಪಲ್, ಗೂಗಲ್, ಮೆಟಾ, ಐಬಿಎಂ, ಸಿಸ್ಕೋ, ಒರಾಕಲ್, ಟೆಸ್ಲಾ, ಎನ್ವಿಡಿಯಾ, ಇಂಟೆಲ್, ಪಲಂಟಿರ್, ಜೆಪಿ ಮೋರ್ಗನ್ ಮತ್ತು ಬೋಯಿಂಗ್ ಸೇರಿವೆ. <box>798 1644 971 1707</box>
karaga-festival-photo <box>1263 1036 1526 1548</box>
